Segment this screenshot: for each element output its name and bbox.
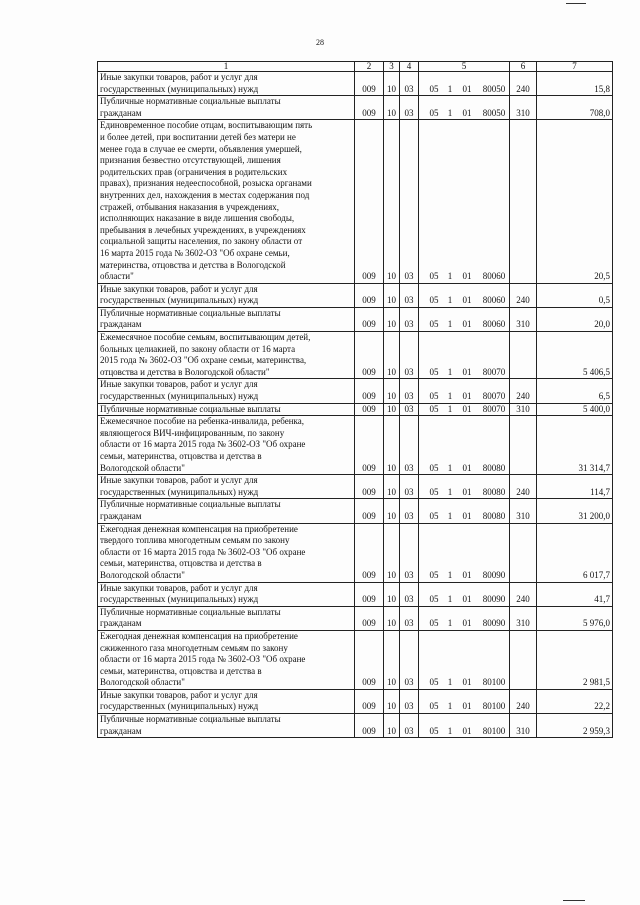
row-target-article <box>419 416 510 475</box>
row-amount: 5 400,0 <box>537 403 613 416</box>
row-subsection-code: 03 <box>400 283 419 307</box>
row-description: Ежегодная денежная компенсация на приобретение твердого топлива многодетным семьям по закону области от 16 марта 2015 года № 3602-ОЗ "Об охране семьи, материнства, отцовства и детства в Вологодской области" <box>98 523 355 582</box>
row-expense-type: 240 <box>510 475 537 499</box>
row-target-subprogram: 1 <box>447 486 453 497</box>
row-target-program: 05 <box>429 677 439 688</box>
row-target-subprogram: 1 <box>447 569 453 580</box>
row-amount: 20,0 <box>537 307 613 331</box>
row-target-subprogram: 1 <box>447 295 453 306</box>
row-target-direction: 80090 <box>482 618 506 629</box>
header-col-6: 6 <box>510 62 537 72</box>
row-target-direction: 80050 <box>482 107 506 118</box>
row-target-direction: 80060 <box>482 319 506 330</box>
row-amount: 708,0 <box>537 96 613 120</box>
table-row <box>98 283 613 307</box>
budget-table <box>97 61 613 738</box>
row-amount: 15,8 <box>537 72 613 96</box>
row-target-program: 05 <box>429 391 439 402</box>
row-subsection-code: 03 <box>400 307 419 331</box>
row-target-article <box>419 499 510 523</box>
row-target-program: 05 <box>429 486 439 497</box>
row-target-subprogram: 1 <box>447 319 453 330</box>
row-target-direction: 80060 <box>482 295 506 306</box>
row-expense-type <box>510 630 537 689</box>
row-target-article <box>419 379 510 403</box>
row-target-subprogram: 1 <box>447 462 453 473</box>
row-target-event: 01 <box>462 107 472 118</box>
row-target-direction: 80080 <box>482 462 506 473</box>
row-target-subprogram: 1 <box>447 366 453 377</box>
row-target-article <box>419 307 510 331</box>
header-row <box>98 62 613 72</box>
header-col-1: 1 <box>98 62 355 72</box>
row-ministry-code: 009 <box>355 475 384 499</box>
row-ministry-code: 009 <box>355 120 384 283</box>
row-ministry-code: 009 <box>355 714 384 738</box>
row-target-subprogram: 1 <box>447 391 453 402</box>
row-target-article <box>419 523 510 582</box>
row-subsection-code: 03 <box>400 499 419 523</box>
row-amount: 0,5 <box>537 283 613 307</box>
row-target-program: 05 <box>429 569 439 580</box>
row-amount: 6 017,7 <box>537 523 613 582</box>
row-ministry-code: 009 <box>355 283 384 307</box>
row-description: Публичные нормативные социальные выплаты гражданам <box>98 499 355 523</box>
row-target-article <box>419 72 510 96</box>
row-expense-type: 240 <box>510 379 537 403</box>
row-target-article <box>419 403 510 416</box>
row-target-event: 01 <box>462 403 472 414</box>
row-section-code: 10 <box>384 714 400 738</box>
row-expense-type <box>510 523 537 582</box>
row-amount: 31 314,7 <box>537 416 613 475</box>
row-target-direction: 80100 <box>482 725 506 736</box>
row-section-code: 10 <box>384 416 400 475</box>
row-description: Единовременное пособие отцам, воспитывающим пять и более детей, при воспитании детей без матери не менее года в случае ее смерти, объявления умершей, признания безвестно отсутствующей, лишения родительских прав (ограничения в родительских правах), признания недееспособной, розыска органами внутренних дел, нахождения в местах содержания под стражей, отбывания наказания в учреждениях, исполняющих наказание в виде лишения свободы, пребывания в лечебных учреждениях, в учреждениях социальной защиты населения, по закону области от 16 марта 2015 года № 3602-ОЗ "Об охране семьи, материнства, отцовства и детства в Вологодской области" <box>98 120 355 283</box>
row-target-direction: 80070 <box>482 366 506 377</box>
row-ministry-code: 009 <box>355 689 384 713</box>
table-row <box>98 475 613 499</box>
row-target-program: 05 <box>429 295 439 306</box>
row-target-program: 05 <box>429 510 439 521</box>
table-row <box>98 332 613 379</box>
row-target-subprogram: 1 <box>447 725 453 736</box>
row-target-subprogram: 1 <box>447 403 453 414</box>
row-description: Иные закупки товаров, работ и услуг для государственных (муниципальных) нужд <box>98 379 355 403</box>
row-amount: 6,5 <box>537 379 613 403</box>
page-number: 28 <box>316 38 324 47</box>
row-ministry-code: 009 <box>355 379 384 403</box>
row-target-event: 01 <box>462 701 472 712</box>
row-amount: 20,5 <box>537 120 613 283</box>
row-section-code: 10 <box>384 120 400 283</box>
row-subsection-code: 03 <box>400 523 419 582</box>
top-edge-mark <box>566 3 586 4</box>
row-target-event: 01 <box>462 510 472 521</box>
row-expense-type <box>510 332 537 379</box>
row-target-subprogram: 1 <box>447 677 453 688</box>
header-col-2: 2 <box>355 62 384 72</box>
row-section-code: 10 <box>384 72 400 96</box>
row-subsection-code: 03 <box>400 96 419 120</box>
row-subsection-code: 03 <box>400 689 419 713</box>
row-subsection-code: 03 <box>400 379 419 403</box>
row-target-event: 01 <box>462 391 472 402</box>
table-row <box>98 120 613 283</box>
row-section-code: 10 <box>384 96 400 120</box>
row-expense-type: 240 <box>510 72 537 96</box>
row-description: Ежемесячное пособие на ребенка-инвалида, ребенка, являющегося ВИЧ-инфицированным, по закону области от 16 марта 2015 года № 3602-ОЗ "Об охране семьи, материнства, отцовства и детства в Вологодской области" <box>98 416 355 475</box>
row-section-code: 10 <box>384 499 400 523</box>
table-row <box>98 96 613 120</box>
row-section-code: 10 <box>384 403 400 416</box>
table-row <box>98 630 613 689</box>
row-target-direction: 80090 <box>482 594 506 605</box>
row-target-program: 05 <box>429 701 439 712</box>
row-description: Ежемесячное пособие семьям, воспитывающим детей, больных целиакией, по закону области от 16 марта 2015 года № 3602-ОЗ "Об охране семьи, материнства, отцовства и детства в Вологодской области" <box>98 332 355 379</box>
row-amount: 31 200,0 <box>537 499 613 523</box>
row-amount: 114,7 <box>537 475 613 499</box>
row-target-article <box>419 606 510 630</box>
row-description: Публичные нормативные социальные выплаты гражданам <box>98 606 355 630</box>
row-subsection-code: 03 <box>400 630 419 689</box>
row-section-code: 10 <box>384 475 400 499</box>
row-target-program: 05 <box>429 594 439 605</box>
bottom-edge-mark <box>563 900 585 901</box>
row-target-article <box>419 332 510 379</box>
row-target-event: 01 <box>462 83 472 94</box>
row-description: Ежегодная денежная компенсация на приобретение сжиженного газа многодетным семьям по закону области от 16 марта 2015 года № 3602-ОЗ "Об охране семьи, материнства, отцовства и детства в Вологодской области" <box>98 630 355 689</box>
row-expense-type: 240 <box>510 283 537 307</box>
row-target-event: 01 <box>462 569 472 580</box>
row-subsection-code: 03 <box>400 606 419 630</box>
row-target-subprogram: 1 <box>447 83 453 94</box>
row-target-article <box>419 714 510 738</box>
row-section-code: 10 <box>384 332 400 379</box>
row-target-program: 05 <box>429 462 439 473</box>
row-target-article <box>419 120 510 283</box>
row-target-direction: 80090 <box>482 569 506 580</box>
row-description: Иные закупки товаров, работ и услуг для государственных (муниципальных) нужд <box>98 72 355 96</box>
row-subsection-code: 03 <box>400 72 419 96</box>
table-row <box>98 307 613 331</box>
header-col-4: 4 <box>400 62 419 72</box>
row-target-program: 05 <box>429 319 439 330</box>
row-ministry-code: 009 <box>355 630 384 689</box>
row-expense-type: 240 <box>510 582 537 606</box>
row-section-code: 10 <box>384 630 400 689</box>
row-target-direction: 80070 <box>482 403 506 414</box>
row-ministry-code: 009 <box>355 416 384 475</box>
table-row <box>98 403 613 416</box>
row-description: Иные закупки товаров, работ и услуг для государственных (муниципальных) нужд <box>98 689 355 713</box>
row-subsection-code: 03 <box>400 475 419 499</box>
row-target-event: 01 <box>462 319 472 330</box>
row-target-program: 05 <box>429 271 439 282</box>
row-amount: 22,2 <box>537 689 613 713</box>
row-target-article <box>419 96 510 120</box>
table-row <box>98 523 613 582</box>
table-row <box>98 582 613 606</box>
row-target-event: 01 <box>462 486 472 497</box>
row-section-code: 10 <box>384 689 400 713</box>
row-target-program: 05 <box>429 107 439 118</box>
row-description: Публичные нормативные социальные выплаты <box>98 403 355 416</box>
row-ministry-code: 009 <box>355 307 384 331</box>
row-target-article <box>419 475 510 499</box>
row-amount: 5 976,0 <box>537 606 613 630</box>
row-target-program: 05 <box>429 618 439 629</box>
row-target-event: 01 <box>462 725 472 736</box>
row-section-code: 10 <box>384 606 400 630</box>
row-amount: 5 406,5 <box>537 332 613 379</box>
header-col-3: 3 <box>384 62 400 72</box>
row-section-code: 10 <box>384 283 400 307</box>
table-row <box>98 714 613 738</box>
row-target-event: 01 <box>462 295 472 306</box>
row-description: Публичные нормативные социальные выплаты гражданам <box>98 96 355 120</box>
row-target-direction: 80060 <box>482 271 506 282</box>
row-target-direction: 80080 <box>482 486 506 497</box>
row-ministry-code: 009 <box>355 523 384 582</box>
row-expense-type <box>510 120 537 283</box>
row-subsection-code: 03 <box>400 403 419 416</box>
row-ministry-code: 009 <box>355 96 384 120</box>
row-ministry-code: 009 <box>355 403 384 416</box>
row-expense-type <box>510 416 537 475</box>
row-target-article <box>419 283 510 307</box>
row-subsection-code: 03 <box>400 582 419 606</box>
row-target-subprogram: 1 <box>447 701 453 712</box>
row-section-code: 10 <box>384 379 400 403</box>
row-amount: 41,7 <box>537 582 613 606</box>
row-target-event: 01 <box>462 366 472 377</box>
row-section-code: 10 <box>384 582 400 606</box>
row-target-subprogram: 1 <box>447 510 453 521</box>
row-ministry-code: 009 <box>355 499 384 523</box>
row-target-direction: 80080 <box>482 510 506 521</box>
row-target-direction: 80100 <box>482 677 506 688</box>
table-row <box>98 72 613 96</box>
table-row <box>98 379 613 403</box>
row-target-subprogram: 1 <box>447 618 453 629</box>
table-row <box>98 416 613 475</box>
table-body <box>98 72 613 738</box>
row-expense-type: 240 <box>510 689 537 713</box>
row-expense-type: 310 <box>510 96 537 120</box>
header-col-7: 7 <box>537 62 613 72</box>
row-target-article <box>419 689 510 713</box>
row-description: Иные закупки товаров, работ и услуг для государственных (муниципальных) нужд <box>98 582 355 606</box>
row-description: Публичные нормативные социальные выплаты гражданам <box>98 307 355 331</box>
table-row <box>98 499 613 523</box>
row-expense-type: 310 <box>510 307 537 331</box>
row-section-code: 10 <box>384 307 400 331</box>
row-target-subprogram: 1 <box>447 594 453 605</box>
row-description: Публичные нормативные социальные выплаты гражданам <box>98 714 355 738</box>
row-target-event: 01 <box>462 271 472 282</box>
row-amount: 2 981,5 <box>537 630 613 689</box>
row-subsection-code: 03 <box>400 416 419 475</box>
row-expense-type: 310 <box>510 403 537 416</box>
row-target-article <box>419 630 510 689</box>
row-target-direction: 80050 <box>482 83 506 94</box>
row-ministry-code: 009 <box>355 332 384 379</box>
row-target-subprogram: 1 <box>447 107 453 118</box>
row-description: Иные закупки товаров, работ и услуг для государственных (муниципальных) нужд <box>98 283 355 307</box>
row-target-event: 01 <box>462 462 472 473</box>
row-subsection-code: 03 <box>400 332 419 379</box>
row-target-direction: 80100 <box>482 701 506 712</box>
row-expense-type: 310 <box>510 714 537 738</box>
table-row <box>98 606 613 630</box>
row-description: Иные закупки товаров, работ и услуг для государственных (муниципальных) нужд <box>98 475 355 499</box>
row-target-program: 05 <box>429 366 439 377</box>
row-subsection-code: 03 <box>400 714 419 738</box>
row-ministry-code: 009 <box>355 72 384 96</box>
row-subsection-code: 03 <box>400 120 419 283</box>
row-ministry-code: 009 <box>355 582 384 606</box>
row-target-program: 05 <box>429 725 439 736</box>
row-target-subprogram: 1 <box>447 271 453 282</box>
row-target-event: 01 <box>462 677 472 688</box>
row-target-direction: 80070 <box>482 391 506 402</box>
row-target-event: 01 <box>462 618 472 629</box>
row-target-event: 01 <box>462 594 472 605</box>
row-expense-type: 310 <box>510 606 537 630</box>
row-expense-type: 310 <box>510 499 537 523</box>
row-amount: 2 959,3 <box>537 714 613 738</box>
table-row <box>98 689 613 713</box>
row-target-program: 05 <box>429 403 439 414</box>
header-col-5: 5 <box>419 62 510 72</box>
row-target-article <box>419 582 510 606</box>
row-target-program: 05 <box>429 83 439 94</box>
row-ministry-code: 009 <box>355 606 384 630</box>
row-section-code: 10 <box>384 523 400 582</box>
